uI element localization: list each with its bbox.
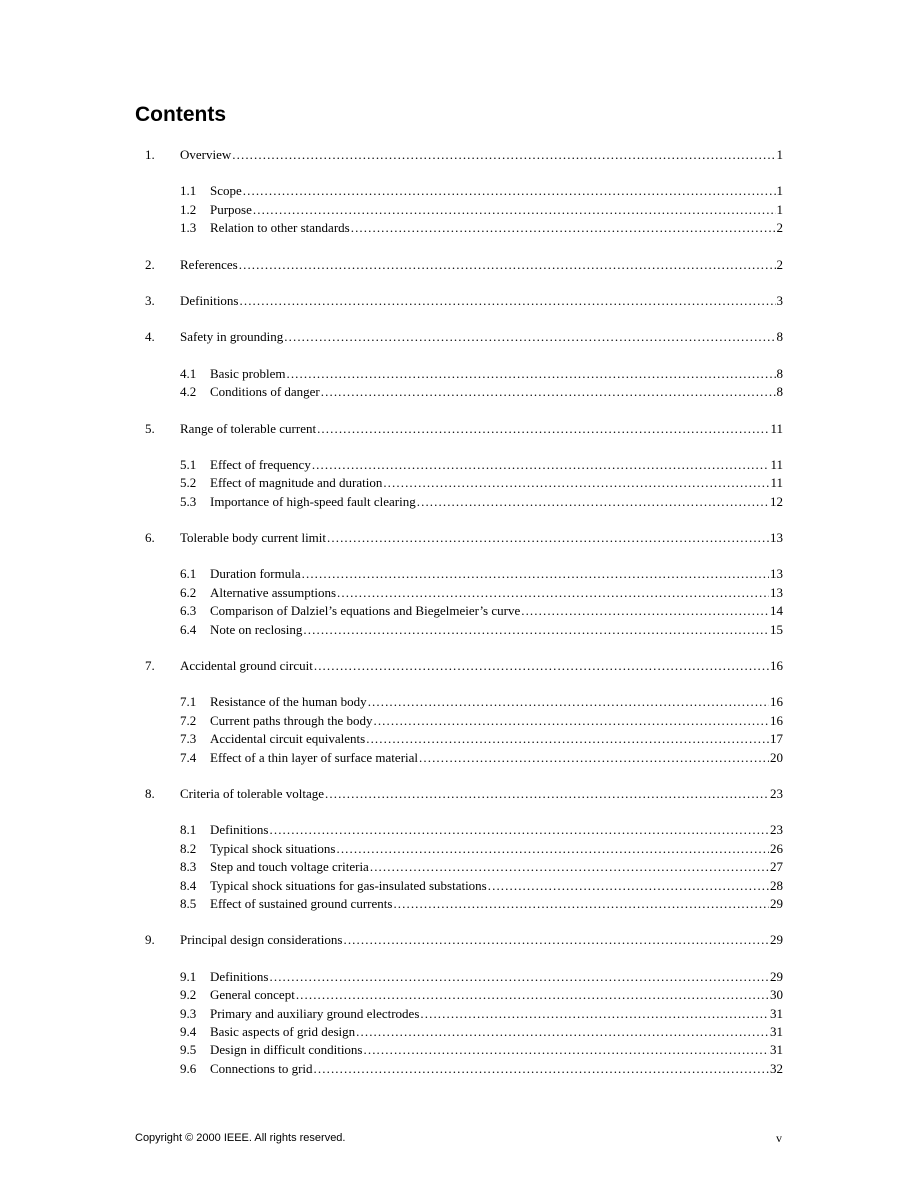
section-number: 9.5 [180,1042,197,1058]
chapter-title: Range of tolerable current [180,420,317,436]
toc-section-entry[interactable] [145,1060,783,1078]
dot-leader [286,365,775,383]
dot-leader [317,420,769,438]
page-number: 23 [770,822,783,838]
chapter-title: Principal design considerations [180,932,343,948]
toc-section-entry[interactable] [145,493,783,511]
chapter-title: Tolerable body current limit [180,530,327,546]
toc-entry-line [210,584,783,602]
section-title: Accidental circuit equivalents [210,731,366,747]
toc-chapter-entry[interactable] [145,256,783,274]
toc-chapter-entry[interactable] [145,529,783,547]
toc-chapter-entry[interactable] [145,328,783,346]
dot-leader [420,1005,769,1023]
dot-leader [419,749,769,767]
toc-entry-line [180,785,783,803]
dot-leader [373,712,769,730]
section-number: 7.1 [180,694,197,710]
toc-entry-line [210,749,783,767]
page-number: 23 [770,785,783,801]
section-number: 4.1 [180,365,197,381]
toc-section-entry[interactable] [145,895,783,913]
dot-leader [240,292,776,310]
toc-section-entry[interactable] [145,602,783,620]
section-number: 8.5 [180,895,197,911]
page-title: Contents [135,103,226,126]
section-title: Primary and auxiliary ground electrodes [210,1005,420,1021]
toc-section-entry[interactable] [145,858,783,876]
toc-entry-line [210,730,783,748]
section-number: 9.1 [180,968,197,984]
page-number: 29 [770,968,783,984]
copyright-notice: Copyright © 2000 IEEE. All rights reserved. [135,1132,346,1144]
toc-entry-line [210,1005,783,1023]
toc-entry-line [180,529,783,547]
page-number: 2 [776,256,783,272]
toc-entry-line [210,1060,783,1078]
toc-chapter-entry[interactable] [145,292,783,310]
dot-leader [303,621,769,639]
section-title: Definitions [210,822,269,838]
dot-leader [239,256,776,274]
toc-section-entry[interactable] [145,730,783,748]
dot-leader [321,383,776,401]
toc-section-entry[interactable] [145,365,783,383]
page-number: 14 [770,603,783,619]
chapter-title: Safety in grounding [180,329,284,345]
page-number: 30 [770,987,783,1003]
page-number: 8 [776,329,783,345]
page-number: 16 [770,694,783,710]
toc-entry-line [210,986,783,1004]
dot-leader [284,328,775,346]
chapter-number: 5. [145,420,155,436]
toc-entry-line [180,420,783,438]
page-number: 15 [770,621,783,637]
section-number: 8.3 [180,859,197,875]
toc-entry-line [210,877,783,895]
toc-section-entry[interactable] [145,1005,783,1023]
dot-leader [488,877,769,895]
page-number: 29 [770,895,783,911]
chapter-number: 4. [145,329,155,345]
page-number: 11 [770,420,783,436]
section-title: General concept [210,987,295,1003]
dot-leader [232,146,775,164]
section-title: Relation to other standards [210,220,350,236]
page-number: 31 [770,1042,783,1058]
section-title: Connections to grid [210,1060,313,1076]
dot-leader [296,986,769,1004]
toc-entry-line [210,182,783,200]
page-number: 2 [776,220,783,236]
section-title: Importance of high-speed fault clearing [210,493,416,509]
section-number: 1.2 [180,201,197,217]
dot-leader [351,219,776,237]
toc-entry-line [210,968,783,986]
chapter-number: 6. [145,530,155,546]
section-title: Purpose [210,201,252,217]
section-title: Typical shock situations for gas-insulated substations [210,877,487,893]
section-number: 7.2 [180,712,197,728]
toc-entry-line [180,328,783,346]
section-title: Duration formula [210,566,301,582]
toc-section-entry[interactable] [145,712,783,730]
page-number: 16 [770,658,783,674]
page-number: 20 [770,749,783,765]
toc-entry-line [210,621,783,639]
page-number: 32 [770,1060,783,1076]
chapter-number: 7. [145,658,155,674]
section-number: 8.4 [180,877,197,893]
toc-section-entry[interactable] [145,383,783,401]
page-number: 11 [770,475,783,491]
section-number: 5.1 [180,456,197,472]
toc-entry-line [210,858,783,876]
dot-leader [368,693,769,711]
toc-entry-line [180,292,783,310]
toc-entry-line [210,474,783,492]
chapter-number: 2. [145,256,155,272]
section-number: 7.4 [180,749,197,765]
toc-entry-line [180,256,783,274]
toc-entry-line [210,456,783,474]
page-number: 13 [770,566,783,582]
dot-leader [312,456,770,474]
page-number: 16 [770,712,783,728]
dot-leader [302,565,769,583]
section-title: Alternative assumptions [210,584,337,600]
section-title: Conditions of danger [210,384,320,400]
chapter-title: Overview [180,147,232,162]
dot-leader [243,182,776,200]
page-number: 8 [776,365,783,381]
page-number: 28 [770,877,783,893]
dot-leader [366,730,769,748]
toc-entry-line [210,840,783,858]
section-title: Typical shock situations [210,840,336,856]
toc-entry-line [180,931,783,949]
toc-entry-line [210,693,783,711]
toc-section-entry[interactable] [145,219,783,237]
toc-section-entry[interactable] [145,821,783,839]
section-title: Effect of frequency [210,456,311,472]
page-number: 8 [776,384,783,400]
dot-leader [314,657,769,675]
section-number: 1.1 [180,183,197,199]
section-title: Design in difficult conditions [210,1042,363,1058]
toc-section-entry[interactable] [145,968,783,986]
chapter-title: References [180,256,238,272]
toc-entry-line [210,201,783,219]
page-folio: v [776,1131,782,1145]
toc-section-entry[interactable] [145,749,783,767]
dot-leader [417,493,769,511]
toc-section-entry[interactable] [145,182,783,200]
page-number: 17 [770,731,783,747]
section-title: Current paths through the body [210,712,373,728]
toc-entry-line [210,821,783,839]
toc-section-entry[interactable] [145,877,783,895]
toc-chapter-entry[interactable] [145,931,783,949]
page-number: 31 [770,1005,783,1021]
section-title: Note on reclosing [210,621,303,637]
toc-chapter-entry[interactable] [145,420,783,438]
dot-leader [314,1060,769,1078]
dot-leader [337,584,769,602]
page-number: 13 [770,530,783,546]
toc-chapter-entry[interactable] [145,146,783,164]
dot-leader [393,895,769,913]
page-number: 1 [776,183,783,199]
page-number: 31 [770,1023,783,1039]
dot-leader [270,968,770,986]
section-title: Basic problem [210,365,286,381]
toc-section-entry[interactable] [145,693,783,711]
section-number: 4.2 [180,384,197,400]
toc-section-entry[interactable] [145,1023,783,1041]
toc-entry-line [210,712,783,730]
section-number: 8.2 [180,840,197,856]
dot-leader [253,201,776,219]
section-number: 9.4 [180,1023,197,1039]
section-number: 8.1 [180,822,197,838]
section-title: Scope [210,183,242,199]
section-number: 9.2 [180,987,197,1003]
section-title: Resistance of the human body [210,694,367,710]
section-title: Comparison of Dalziel’s equations and Biegelmeier’s curve [210,603,521,619]
toc-entry-line [210,565,783,583]
section-title: Basic aspects of grid design [210,1023,356,1039]
table-of-contents [145,146,783,1078]
toc-section-entry[interactable] [145,621,783,639]
section-number: 6.3 [180,603,197,619]
toc-section-entry[interactable] [145,201,783,219]
page-number: 13 [770,584,783,600]
section-number: 9.6 [180,1060,197,1076]
section-number: 5.3 [180,493,197,509]
toc-chapter-entry[interactable] [145,785,783,803]
section-title: Definitions [210,968,269,984]
section-number: 7.3 [180,731,197,747]
section-title: Effect of magnitude and duration [210,475,383,491]
toc-section-entry[interactable] [145,840,783,858]
page-number: 1 [776,147,783,162]
dot-leader [364,1041,770,1059]
toc-section-entry[interactable] [145,565,783,583]
toc-entry-line [180,146,783,164]
dot-leader [521,602,769,620]
chapter-title: Definitions [180,292,239,308]
toc-section-entry[interactable] [145,456,783,474]
section-title: Effect of a thin layer of surface material [210,749,419,765]
page-number: 11 [770,456,783,472]
page-number: 12 [770,493,783,509]
toc-entry-line [210,895,783,913]
section-number: 9.3 [180,1005,197,1021]
page-number: 3 [776,292,783,308]
page-number: 1 [776,201,783,217]
section-number: 6.2 [180,584,197,600]
toc-entry-line [210,493,783,511]
dot-leader [356,1023,769,1041]
section-number: 1.3 [180,220,197,236]
toc-section-entry[interactable] [145,584,783,602]
dot-leader [327,529,769,547]
dot-leader [325,785,769,803]
toc-entry-line [180,657,783,675]
dot-leader [343,931,769,949]
toc-entry-line [210,383,783,401]
chapter-number: 8. [145,785,155,801]
chapter-title: Criteria of tolerable voltage [180,785,325,801]
chapter-number: 9. [145,932,155,948]
toc-section-entry[interactable] [145,474,783,492]
section-title: Effect of sustained ground currents [210,895,393,911]
chapter-number: 1. [145,147,155,162]
chapter-title: Accidental ground circuit [180,658,313,674]
page-number: 29 [770,932,783,948]
section-number: 6.1 [180,566,197,582]
page-number: 26 [770,840,783,856]
toc-chapter-entry[interactable] [145,657,783,675]
toc-entry-line [210,602,783,620]
section-number: 6.4 [180,621,197,637]
toc-section-entry[interactable] [145,1041,783,1059]
section-number: 5.2 [180,475,197,491]
toc-section-entry[interactable] [145,986,783,1004]
page-number: 27 [770,859,783,875]
dot-leader [383,474,769,492]
toc-entry-line [210,365,783,383]
toc-entry-line [210,1041,783,1059]
dot-leader [336,840,769,858]
toc-entry-line [210,1023,783,1041]
dot-leader [270,821,770,839]
dot-leader [370,858,769,876]
toc-entry-line [210,219,783,237]
chapter-number: 3. [145,292,155,308]
section-title: Step and touch voltage criteria [210,859,369,875]
